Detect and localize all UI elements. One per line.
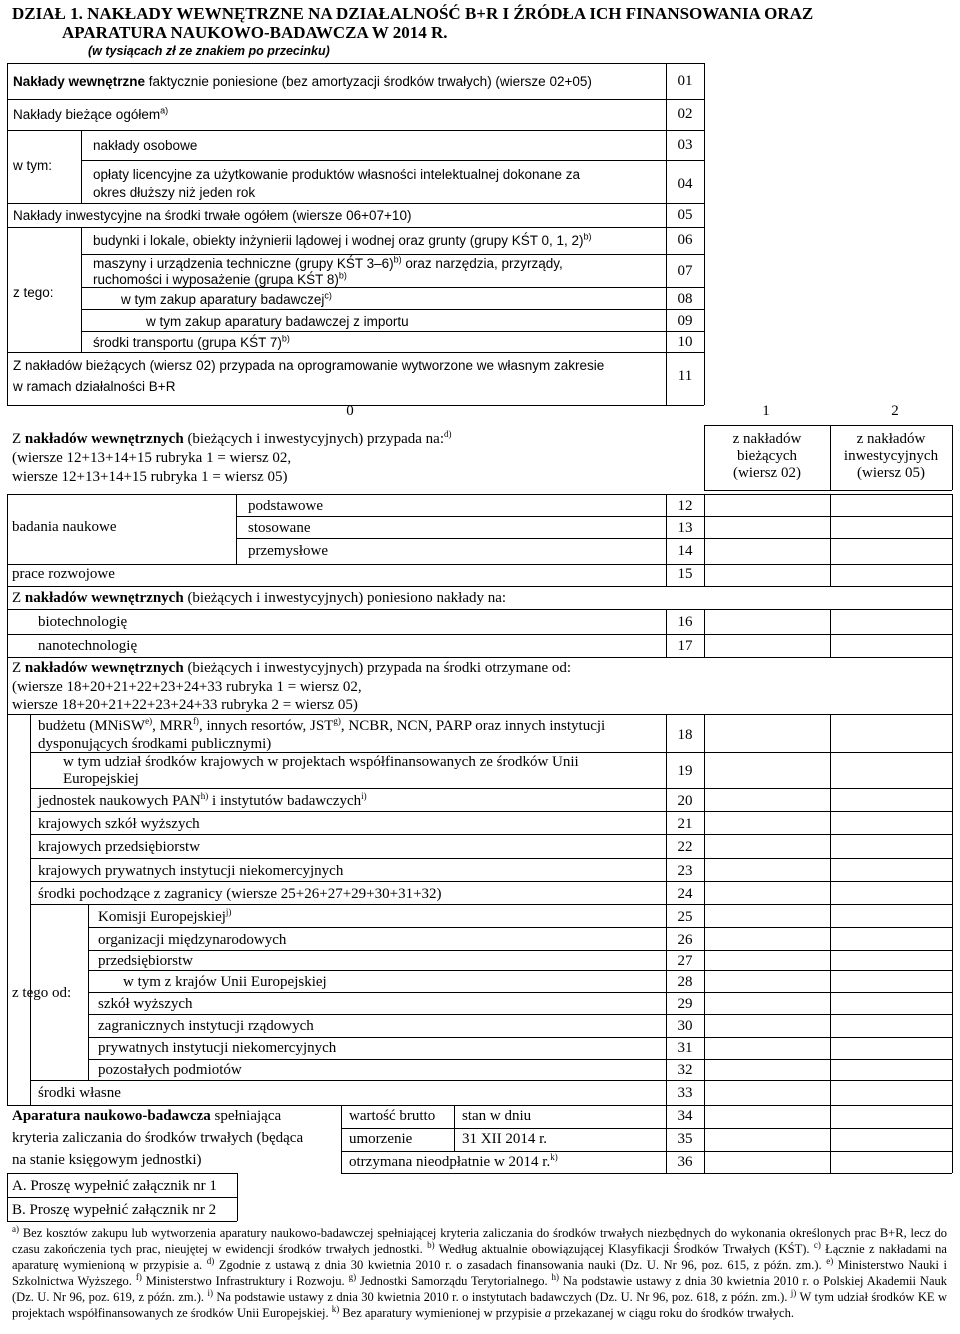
row-number: 35 <box>677 1131 693 1147</box>
section4-heading: Z nakładów wewnętrznych (bieżących i inwestycyjnych) przypada na środki otrzymane od: <box>12 660 572 676</box>
aparatura-label-3: na stanie księgowym jednostki) <box>12 1152 202 1168</box>
column-index-1: 1 <box>762 403 770 419</box>
row-number: 03 <box>677 137 693 153</box>
column-index-0: 0 <box>346 403 354 419</box>
row-number: 26 <box>677 932 693 948</box>
row-11-label-1: Z nakładów bieżących (wiersz 02) przypada na oprogramowanie wytworzone we własnym zakresie <box>13 358 605 373</box>
section2-formula-2: wiersze 12+13+14+15 rubryka 1 = wiersz 05) <box>12 469 288 485</box>
row-12-label: podstawowe <box>248 498 323 514</box>
badania-naukowe-label: badania naukowe <box>12 519 117 535</box>
row-24-label: środki pochodzące z zagranicy (wiersze 25+26+27+29+30+31+32) <box>38 886 442 902</box>
row-31-label: prywatnych instytucji niekomercyjnych <box>98 1040 337 1056</box>
row-number: 12 <box>677 498 693 514</box>
row-number: 33 <box>677 1085 693 1101</box>
row-number: 15 <box>677 566 693 582</box>
column-1-header: z nakładów bieżących (wiersz 02) <box>732 431 802 481</box>
row-number: 24 <box>677 886 693 902</box>
row-number: 16 <box>677 614 693 630</box>
row-number: 27 <box>677 953 693 969</box>
row-18-label-1: budżetu (MNiSW$^{e)}$, MRR$^{f)}$, innych resortów, JST$^{g)}$, NCBR, NCN, PARP oraz innych instytucji <box>38 716 606 734</box>
row-number: 01 <box>677 73 693 89</box>
row-number: 25 <box>677 909 693 925</box>
row-27-label: przedsiębiorstw <box>98 953 193 969</box>
aparatura-label-2: kryteria zaliczania do środków trwałych (będąca <box>12 1130 304 1146</box>
row-number: 31 <box>677 1040 693 1056</box>
w-tym-label: w tym: <box>13 158 52 173</box>
row-number: 30 <box>677 1018 693 1034</box>
row-05-label: Nakłady inwestycyjne na środki trwałe ogółem (wiersze 06+07+10) <box>13 208 412 223</box>
section-title-line1: DZIAŁ 1. NAKŁADY WEWNĘTRZNE NA DZIAŁALNOŚĆ B+R I ŹRÓDŁA ICH FINANSOWANIA ORAZ <box>12 4 814 23</box>
row-02-label: Nakłady bieżące ogółem$^{a)}$ <box>13 105 169 122</box>
row-number: 07 <box>677 263 693 279</box>
row-04-label-1: opłaty licencyjne za użytkowanie produktów własności intelektualnej dokonane za <box>93 167 581 182</box>
note-a: A. Proszę wypełnić załącznik nr 1 <box>12 1178 217 1194</box>
row-number: 11 <box>677 368 693 384</box>
row-number: 02 <box>677 106 693 122</box>
row-04-label-2: okres dłuższy niż jeden rok <box>93 185 256 200</box>
row-10-label: środki transportu (grupa KŚT 7)$^{b)}$ <box>93 333 290 350</box>
stan-date-label: 31 XII 2014 r. <box>462 1131 547 1147</box>
row-01-label: Nakłady wewnętrzne faktycznie poniesione (bez amortyzacji środków trwałych) (wiersze 02+05) <box>13 74 592 89</box>
row-15-label: prace rozwojowe <box>12 566 115 582</box>
z-tego-od-label: z tego od: <box>12 985 72 1001</box>
row-29-label: szkół wyższych <box>98 996 193 1012</box>
column-index-2: 2 <box>891 403 899 419</box>
row-16-label: biotechnologię <box>38 614 128 630</box>
row-number: 13 <box>677 520 693 536</box>
row-30-label: zagranicznych instytucji rządowych <box>98 1018 314 1034</box>
row-14-label: przemysłowe <box>248 543 328 559</box>
row-23-label: krajowych prywatnych instytucji niekomercyjnych <box>38 863 344 879</box>
row-number: 08 <box>677 291 693 307</box>
row-number: 04 <box>677 176 693 192</box>
row-number: 14 <box>677 543 693 559</box>
section2-formula-1: (wiersze 12+13+14+15 rubryka 1 = wiersz 02, <box>12 450 292 466</box>
row-number: 22 <box>677 839 693 855</box>
row-17-label: nanotechnologię <box>38 638 138 654</box>
aparatura-label-1: Aparatura naukowo-badawcza spełniająca <box>12 1108 282 1124</box>
row-35-label: umorzenie <box>349 1131 413 1147</box>
section2-heading: Z nakładów wewnętrznych (bieżących i inwestycyjnych) przypada na:$^{d)}$ <box>12 429 452 447</box>
row-19-label-1: w tym udział środków krajowych w projektach współfinansowanych ze środków Unii <box>63 754 579 770</box>
row-number: 36 <box>677 1154 693 1170</box>
stan-w-dniu-label: stan w dniu <box>462 1108 532 1124</box>
row-03-label: nakłady osobowe <box>93 138 198 153</box>
row-number: 34 <box>677 1108 693 1124</box>
row-36-label: otrzymana nieodpłatnie w 2014 r.$^{k)}$ <box>349 1152 558 1170</box>
row-08-label: w tym zakup aparatury badawczej$^{c)}$ <box>121 290 332 307</box>
row-number: 10 <box>677 334 693 350</box>
section3-heading: Z nakładów wewnętrznych (bieżących i inwestycyjnych) poniesiono nakłady na: <box>12 590 507 606</box>
row-number: 32 <box>677 1062 693 1078</box>
row-number: 20 <box>677 793 693 809</box>
row-number: 05 <box>677 207 693 223</box>
row-11-label-2: w ramach działalności B+R <box>13 379 176 394</box>
row-26-label: organizacji międzynarodowych <box>98 932 287 948</box>
row-34-label: wartość brutto <box>349 1108 436 1124</box>
row-number: 18 <box>677 727 693 743</box>
row-18-label-2: dysponujących środkami publicznymi) <box>38 736 272 752</box>
row-20-label: jednostek naukowych PAN$^{h)}$ i instytutów badawczych$^{i)}$ <box>38 791 367 809</box>
row-33-label: środki własne <box>38 1085 121 1101</box>
row-06-label: budynki i lokale, obiekty inżynierii lądowej i wodnej oraz grunty (grupy KŚT 0, 1, 2)$^{b)}$ <box>93 231 592 248</box>
row-number: 19 <box>677 763 693 779</box>
note-b: B. Proszę wypełnić załącznik nr 2 <box>12 1202 217 1218</box>
row-25-label: Komisji Europejskiej$^{j)}$ <box>98 907 232 925</box>
row-21-label: krajowych szkół wyższych <box>38 816 200 832</box>
section-subtitle: (w tysiącach zł ze znakiem po przecinku) <box>88 44 330 58</box>
section-title-line2: APARATURA NAUKOWO-BADAWCZA W 2014 R. <box>62 23 448 42</box>
section4-formula-1: (wiersze 18+20+21+22+23+24+33 rubryka 1 = wiersz 02, <box>12 679 362 695</box>
footnotes: $^{a)}$ Bez kosztów zakupu lub wytworzenia aparatury naukowo-badawczej spełniającej kryteria zaliczania do środków trwałych niezbędnych do wykonania określonych prac B+R, lecz do czasu zakończenia tych prac, nieujętej w ewidencji środków trwałych jednostki. $^{b)}$ Według aktualnie obowiązującej Klasyfikacji Środków Trwałych (KŚT). $^{c)}$ Łącznie z nakładami na aparaturę wymienioną w przypisie a. $^{d)}$ Zgodnie z ustawą z dnia 30 kwietnia 2010 r. o zasadach finansowania nauki (Dz. U. Nr 96, poz. 615, z późn. zm.). $^{e)}$ Ministerstwo Nauki i Szkolnictwa Wyższego. $^{f)}$ Ministerstwo Infrastruktury i Rozwoju. $^{g)}$ Jednostki Samorządu Terytorialnego. $^{h)}$ Na podstawie ustawy z dnia 30 kwietnia 2010 r. o Polskiej Akademii Nauk (Dz. U. Nr 96, poz. 619, z późn. zm.). $^{i)}$ Na podstawie ustawy z dnia 30 kwietnia 2010 r. o instytutach badawczych (Dz. U. Nr 96, poz. 618, z późn. zm.). $^{j)}$ W tym udział środków KE w projektach współfinansowanych ze środków Unii Europejskiej. $^{k)}$ Bez aparatury wymienionej w przypisie a przekazanej w ciągu roku do środków trwałych. <box>12 1223 947 1320</box>
row-number: 09 <box>677 313 693 329</box>
row-19-label-2: Europejskiej <box>63 771 139 787</box>
row-07-label-2: ruchomości i wyposażenie (grupa KŚT 8)$^{b)}$ <box>93 270 347 287</box>
row-number: 06 <box>677 232 693 248</box>
row-09-label: w tym zakup aparatury badawczej z importu <box>146 314 409 329</box>
row-number: 17 <box>677 638 693 654</box>
z-tego-label: z tego: <box>13 285 54 300</box>
row-number: 29 <box>677 996 693 1012</box>
row-number: 28 <box>677 974 693 990</box>
row-number: 23 <box>677 863 693 879</box>
row-number: 21 <box>677 816 693 832</box>
column-2-header: z nakładów inwestycyjnych (wiersz 05) <box>843 431 939 481</box>
section4-formula-2: wiersze 18+20+21+22+23+24+33 rubryka 2 = wiersz 05) <box>12 697 358 713</box>
row-28-label: w tym z krajów Unii Europejskiej <box>123 974 327 990</box>
row-22-label: krajowych przedsiębiorstw <box>38 839 201 855</box>
row-32-label: pozostałych podmiotów <box>98 1062 242 1078</box>
row-13-label: stosowane <box>248 520 311 536</box>
row-07-label-1: maszyny i urządzenia techniczne (grupy KŚT 3–6)$^{b)}$ oraz narzędzia, przyrządy, <box>93 254 563 271</box>
